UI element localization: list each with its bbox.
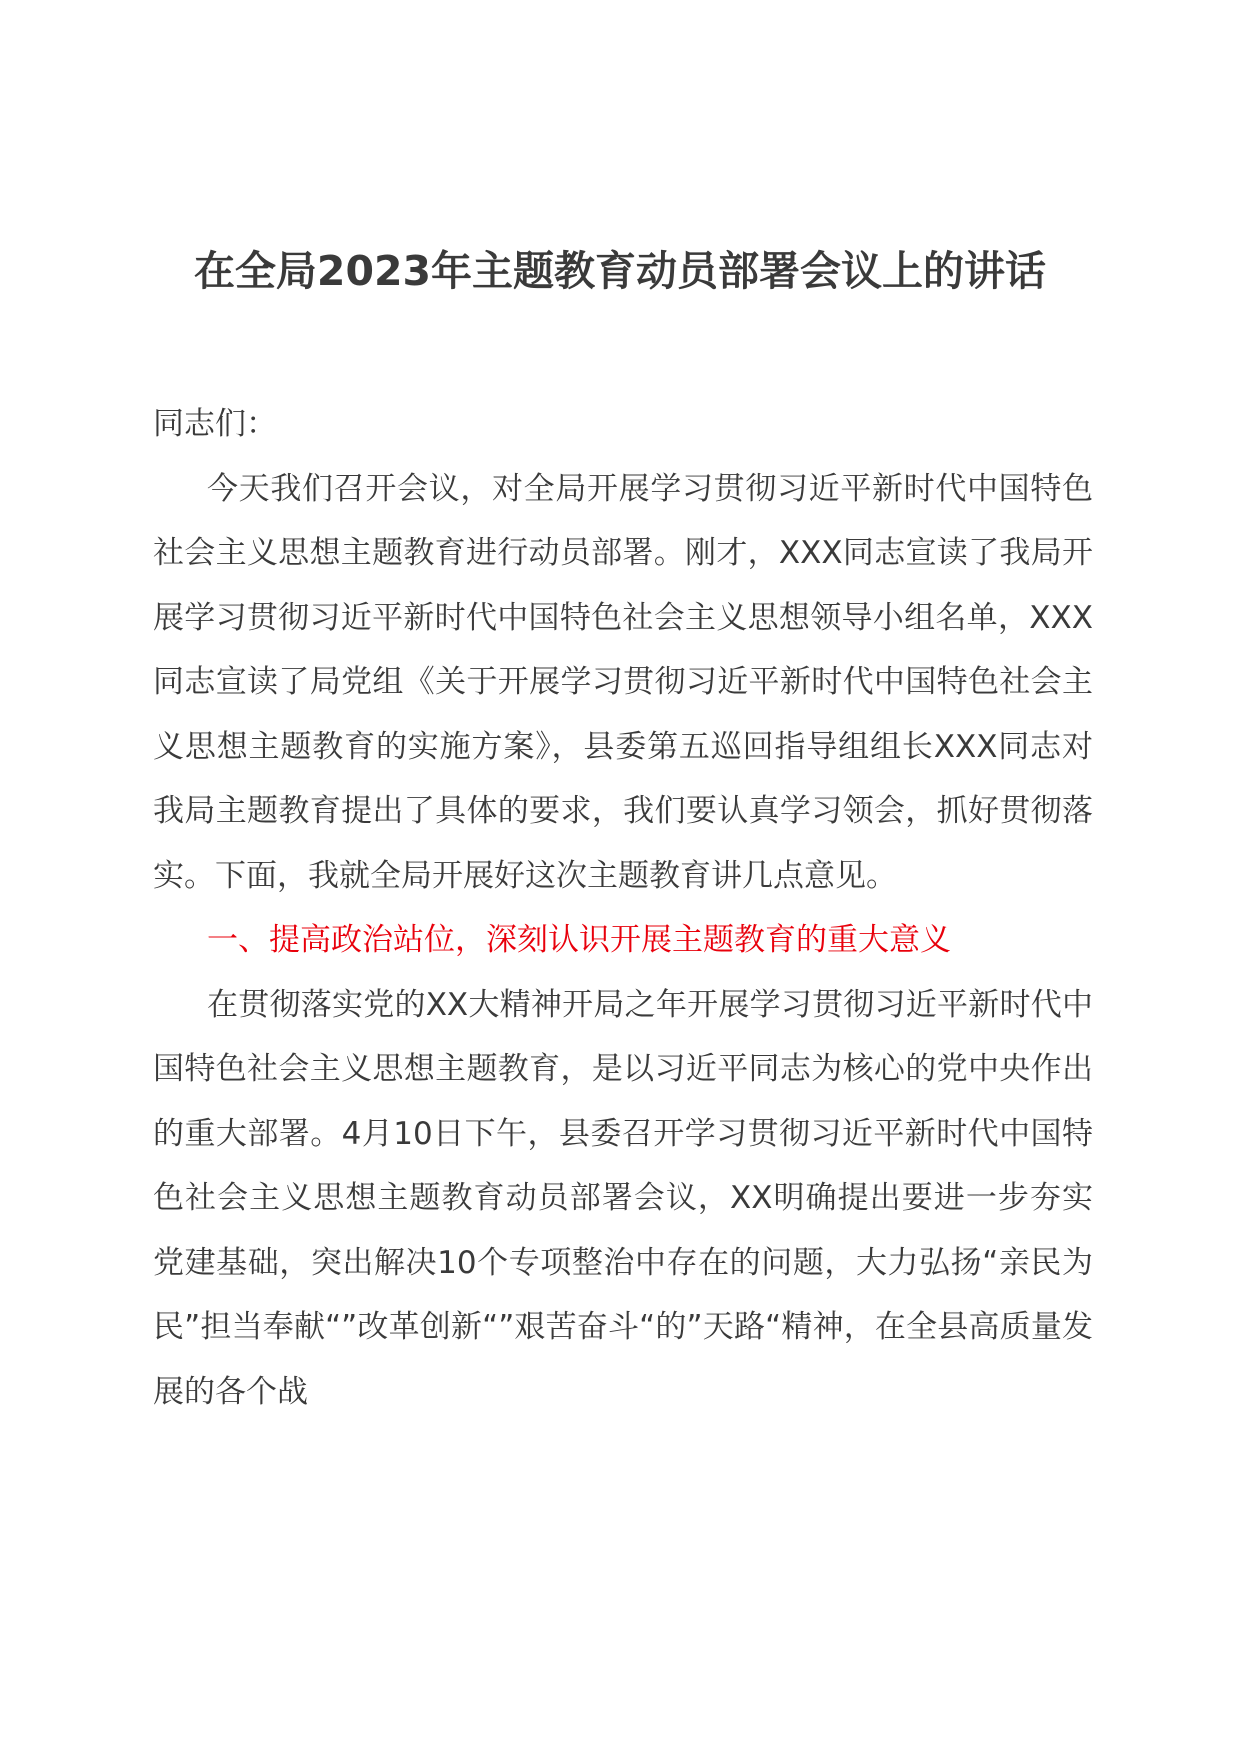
section-heading: 一、提高政治站位，深刻认识开展主题教育的重大意义 [207, 922, 951, 958]
document-title: 在全局2023年主题教育动员部署会议上的讲话 [193, 247, 1047, 295]
document-body [153, 392, 1093, 1424]
salutation: 同志们： [153, 406, 277, 442]
body-paragraph: 今天我们召开会议，对全局开展学习贯彻习近平新时代中国特色社会主义思想主题教育进行动员部署。刚才，XXX同志宣读了我局开展学习贯彻习近平新时代中国特色社会主义思想领导小组名单，XXX同志宣读了局党组《关于开展学习贯彻习近平新时代中国特色社会主义思想主题教育的实施方案》，县委第五巡回指导组组长XXX同志对我局主题教育提出了具体的要求，我们要认真学习领会，抓好贯彻落实。下面，我就全局开展好这次主题教育讲几点意见。 [153, 470, 1093, 894]
section-paragraph: 在贯彻落实党的XX大精神开局之年开展学习贯彻习近平新时代中国特色社会主义思想主题教育，是以习近平同志为核心的党中央作出的重大部署。4月10日下午，县委召开学习贯彻习近平新时代中国特色社会主义思想主题教育动员部署会议，XX明确提出要进一步夯实党建基础，突出解决10个专项整治中存在的问题，大力弘扬“亲民为民”担当奉献“”改革创新“”艰苦奋斗“的”天路“精神，在全县高质量发展的各个战 [153, 986, 1093, 1410]
